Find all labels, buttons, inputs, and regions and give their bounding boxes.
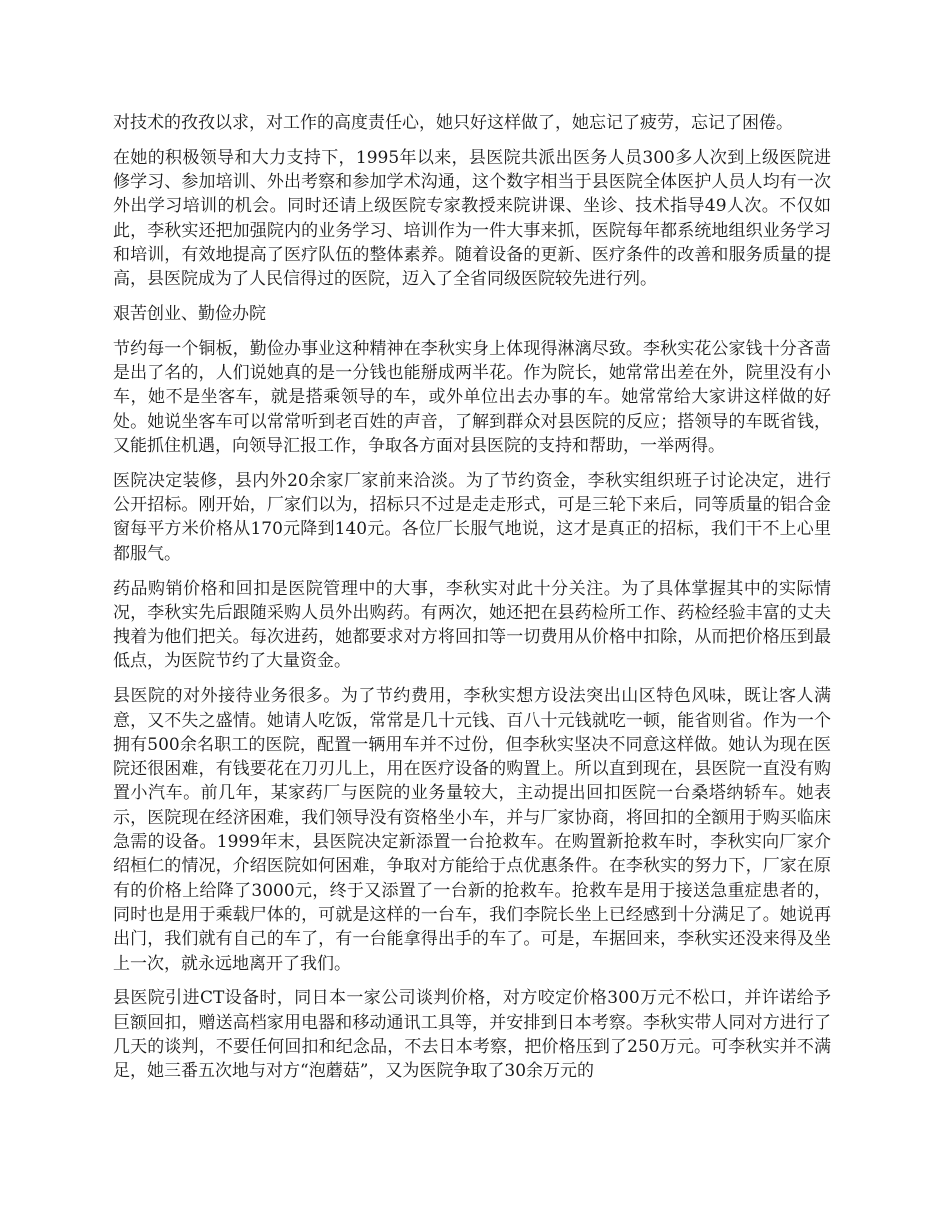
paragraph-reception: 县医院的对外接待业务很多。为了节约费用，李秋实想方设法突出山区特色风味，既让客人满意，又不失之盛情。她请人吃饭，常常是几十元钱、百八十元钱就吃一顿，能省则省。作为一个拥有500余名职工的医院，配置一辆用车并不过份，但李秋实坚决不同意这样做。她认为现在医院还很困难，有钱要花在刀刃儿上，用在医疗设备的购置上。所以直到现在，县医院一直没有购置小汽车。前几年，某家药厂与医院的业务量较大，主动提出回扣医院一台桑塔纳轿车。她表示，医院现在经济困难，我们领导没有资格坐小车，并与厂家协商，将回扣的全额用于购买临床急需的设备。1999年末，县医院决定新添置一台抢救车。在购置新抢救车时，李秋实向厂家介绍桓仁的情况，介绍医院如何困难，争取对方能给于点优惠条件。在李秋实的努力下，厂家在原有的价格上给降了3000元，终于又添置了一台新的抢救车。抢救车是用于接送急重症患者的，同时也是用于乘载尸体的，可就是这样的一台车，我们李院长坐上已经感到十分满足了。她说再出门，我们就有自己的车了，有一台能拿得出手的车了。可是，车据回来，李秋实还没来得及坐上一次，就永远地离开了我们。 xyxy=(113,686,831,974)
section-heading: 艰苦创业、勤俭办院 xyxy=(113,304,266,325)
paragraph-ct-equipment: 县医院引进CT设备时，同日本一家公司谈判价格，对方咬定价格300万元不松口，并许诺给予巨额回扣，赠送高档家用电器和移动通讯工具等，并安排到日本考察。李秋实带人同对方进行了几天的谈判，不要任何回扣和纪念品，不去日本考察，把价格压到了250万元。可李秋实并不满足，她三番五次地与对方“泡蘑菇”，又为医院争取了30余万元的 xyxy=(113,988,831,1082)
paragraph-continuation: 对技术的孜孜以求，对工作的高度责任心，她只好这样做了，她忘记了疲劳，忘记了困倦。 xyxy=(113,113,793,133)
paragraph-drug-purchase: 药品购销价格和回扣是医院管理中的大事，李秋实对此十分关注。为了具体掌握其中的实际情况，李秋实先后跟随采购人员外出购药。有两次，她还把在县药检所工作、药检经验丰富的丈夫拽着为他们把关。每次进药，她都要求对方将回扣等一切费用从价格中扣除，从而把价格压到最低点，为医院节约了大量资金。 xyxy=(113,578,831,672)
document-page xyxy=(113,111,831,1094)
paragraph-frugality: 节约每一个铜板，勤俭办事业这种精神在李秋实身上体现得淋漓尽致。李秋实花公家钱十分吝啬是出了名的，人们说她真的是一分钱也能掰成两半花。作为院长，她常常出差在外，院里没有小车，她不是坐客车，就是搭乘领导的车，或外单位出去办事的车。她常常给大家讲这样做的好处。她说坐客车可以常常听到老百姓的声音，了解到群众对县医院的反应；搭领导的车既省钱，又能抓住机遇，向领导汇报工作，争取各方面对县医院的支持和帮助，一举两得。 xyxy=(113,338,831,457)
paragraph-training: 在她的积极领导和大力支持下，1995年以来，县医院共派出医务人员300多人次到上级医院进修学习、参加培训、外出考察和参加学术沟通，这个数字相当于县医院全体医护人员人均有一次外出学习培训的机会。同时还请上级医院专家教授来院讲课、坐诊、技术指导49人次。不仅如此，李秋实还把加强院内的业务学习、培训作为一件大事来抓，医院每年都系统地组织业务学习和培训，有效地提高了医疗队伍的整体素养。随着设备的更新、医疗条件的改善和服务质量的提高，县医院成为了人民信得过的医院，迈入了全省同级医院较先进行列。 xyxy=(113,147,831,290)
paragraph-renovation: 医院决定装修，县内外20余家厂家前来洽淡。为了节约资金，李秋实组织班子讨论决定，进行公开招标。刚开始，厂家们以为，招标只不过是走走形式，可是三轮下来后，同等质量的铝合金窗每平方米价格从170元降到140元。各位厂长服气地说，这才是真正的招标，我们干不上心里都服气。 xyxy=(113,470,831,564)
